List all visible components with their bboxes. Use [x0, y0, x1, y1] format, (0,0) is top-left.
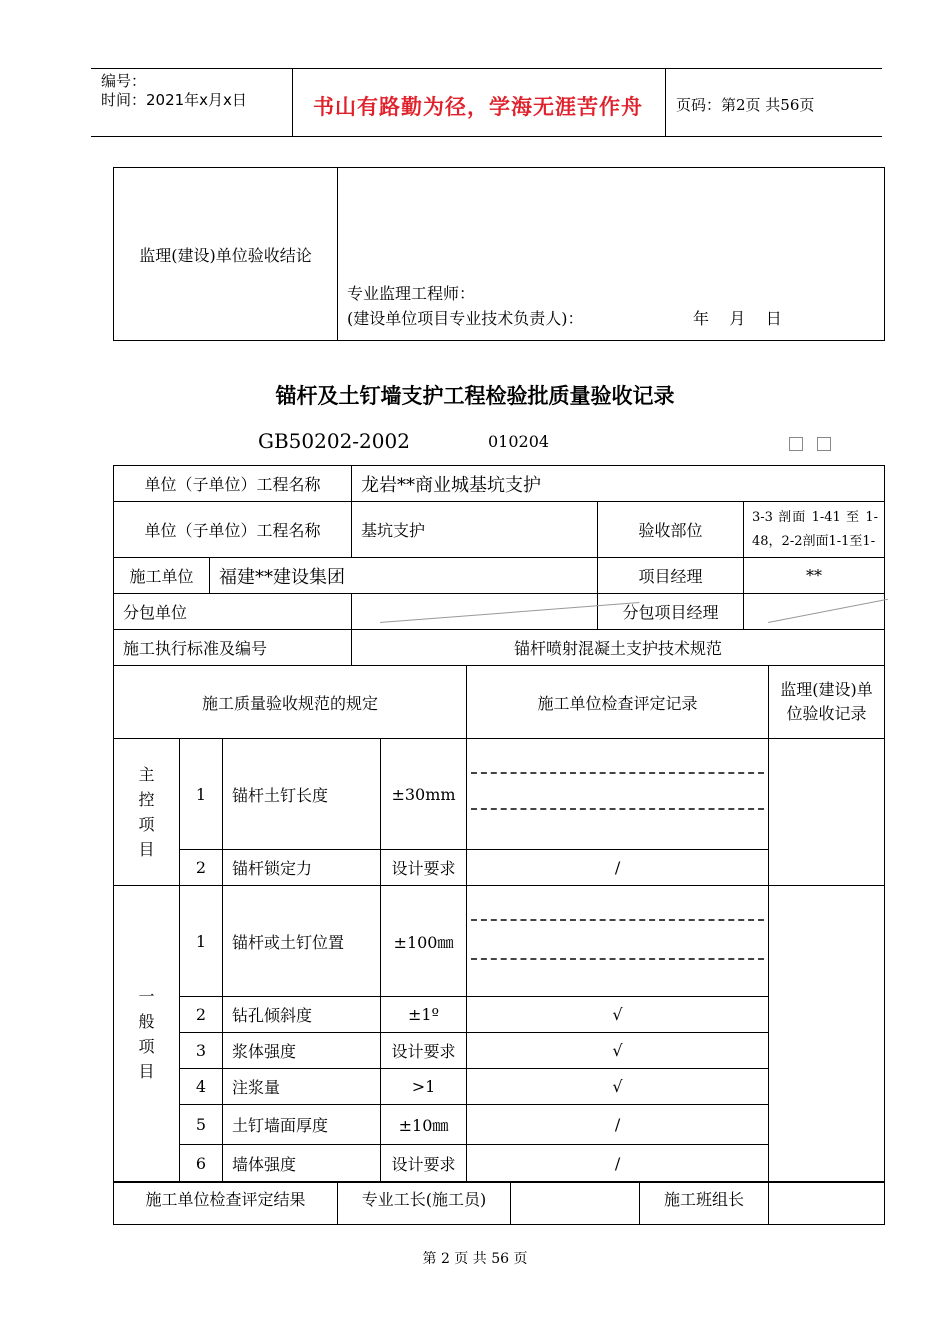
exec-standard-value: 锚杆喷射混凝土支护技术规范 [352, 630, 885, 666]
foreman-value [511, 1183, 640, 1225]
dashed-line [471, 958, 764, 960]
item-no: 5 [180, 1105, 223, 1145]
item-tolerance: >1 [381, 1069, 467, 1105]
item-no: 1 [180, 886, 223, 997]
team-leader-label: 施工班组长 [640, 1183, 769, 1225]
item-tolerance: ±10㎜ [381, 1105, 467, 1145]
dashed-line [471, 808, 764, 810]
owner-label: (建设单位项目专业技术负责人)： [347, 309, 584, 328]
subcontractor-label: 分包单位 [114, 594, 352, 630]
item-name: 锚杆土钉长度 [223, 739, 381, 850]
item-tolerance: 设计要求 [381, 850, 467, 886]
item-record: / [467, 850, 769, 886]
team-leader-value [769, 1183, 885, 1225]
supervision-table [113, 167, 885, 341]
general-supervision [769, 886, 885, 1182]
form-title: 锚杆及土钉墙支护工程检验批质量验收记录 [275, 383, 675, 408]
supervision-label: 监理(建设)单位验收结论 [114, 168, 338, 341]
project-manager-label: 项目经理 [598, 558, 744, 594]
item-name: 墙体强度 [223, 1145, 381, 1182]
item-tolerance: 设计要求 [381, 1145, 467, 1182]
item-record [467, 886, 769, 997]
supervision-cell [338, 168, 885, 341]
general-label: 一般项目 [114, 886, 180, 1182]
subcontractor-value [352, 594, 598, 630]
header-number-label: 编号： [101, 72, 147, 90]
item-name: 土钉墙面厚度 [223, 1105, 381, 1145]
acceptance-part-label: 验收部位 [598, 502, 744, 558]
dashed-line [471, 919, 764, 921]
result-label: 施工单位检查评定结果 [114, 1183, 338, 1225]
item-name: 锚杆锁定力 [223, 850, 381, 886]
info-table [113, 465, 885, 666]
item-no: 6 [180, 1145, 223, 1182]
header-divider [665, 69, 666, 136]
inspection-table [113, 665, 885, 1182]
main-control-supervision [769, 739, 885, 886]
item-no: 3 [180, 1033, 223, 1069]
date-label: 年 月 日 [693, 309, 782, 328]
sub-project-name-label: 单位（子单位）工程名称 [114, 502, 352, 558]
item-name: 浆体强度 [223, 1033, 381, 1069]
result-table [113, 1182, 885, 1225]
item-record: / [467, 1105, 769, 1145]
header-bottom-rule [91, 136, 882, 137]
blank-slash [768, 599, 888, 623]
col-construction-record: 施工单位检查评定记录 [467, 666, 769, 739]
project-manager-value: ** [744, 558, 885, 594]
header-top-rule [91, 68, 882, 69]
item-record: / [467, 1145, 769, 1182]
item-name: 锚杆或土钉位置 [223, 886, 381, 997]
sub-manager-value [744, 594, 885, 630]
unit-project-name-label: 单位（子单位）工程名称 [114, 466, 352, 502]
item-tolerance: ±1º [381, 997, 467, 1033]
checkbox-1[interactable] [789, 436, 803, 455]
construction-unit-label: 施工单位 [114, 558, 210, 594]
item-no: 1 [180, 739, 223, 850]
dashed-line [471, 772, 764, 774]
header-divider [292, 69, 293, 136]
col-supervision-record: 监理(建设)单位验收记录 [769, 666, 885, 739]
item-no: 4 [180, 1069, 223, 1105]
checkbox-2[interactable] [817, 436, 831, 455]
engineer-label: 专业监理工程师： [347, 284, 476, 303]
sub-project-name-value: 基坑支护 [352, 502, 598, 558]
item-tolerance: ±100㎜ [381, 886, 467, 997]
item-tolerance: ±30mm [381, 739, 467, 850]
main-control-label: 主控项目 [114, 739, 180, 886]
item-record: √ [467, 1033, 769, 1069]
sub-manager-label: 分包项目经理 [598, 594, 744, 630]
exec-standard-label: 施工执行标准及编号 [114, 630, 352, 666]
item-no: 2 [180, 850, 223, 886]
item-record: √ [467, 997, 769, 1033]
form-number: 010204 [488, 432, 550, 451]
header-time-label: 时间：2021年x月x日 [101, 91, 247, 109]
unit-project-name-value: 龙岩**商业城基坑支护 [352, 466, 885, 502]
construction-unit-value: 福建**建设集团 [210, 558, 598, 594]
item-record: √ [467, 1069, 769, 1105]
foreman-label: 专业工长(施工员) [338, 1183, 511, 1225]
header-motto: 书山有路勤为径，学海无涯苦作舟 [313, 94, 643, 119]
item-no: 2 [180, 997, 223, 1033]
acceptance-part-value: 3-3 剖面 1-41 至 1-48，2-2剖面1-1至1- [744, 502, 885, 558]
item-tolerance: 设计要求 [381, 1033, 467, 1069]
header-page-info: 页码：第2页 共56页 [676, 96, 815, 114]
item-name: 钻孔倾斜度 [223, 997, 381, 1033]
item-name: 注浆量 [223, 1069, 381, 1105]
col-spec: 施工质量验收规范的规定 [114, 666, 467, 739]
item-record [467, 739, 769, 850]
standard-code: GB50202-2002 [258, 429, 410, 453]
page-footer: 第 2 页 共 56 页 [422, 1251, 528, 1267]
